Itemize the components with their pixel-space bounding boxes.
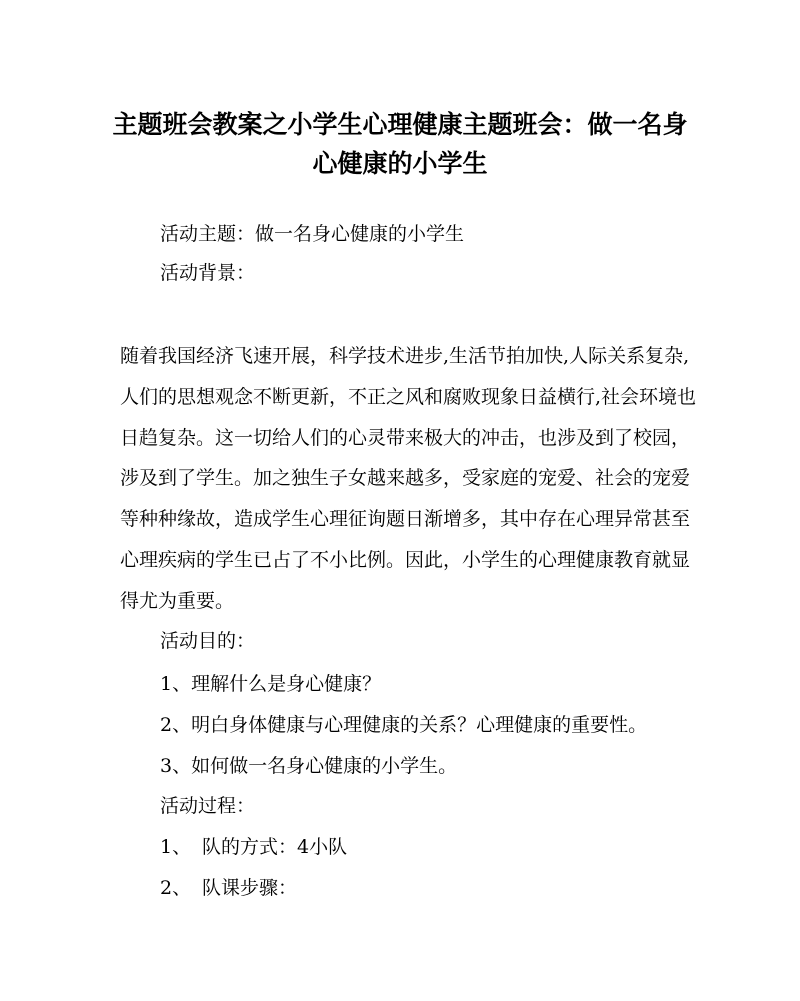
process-item-text: 队课步骤： [202,877,298,899]
document-title-line-2: 心健康的小学生 [312,149,488,178]
goal-item: 1、理解什么是身心健康？ [160,673,382,695]
background-paragraph-line: 心理疾病的学生已占了不小比例。因此，小学生的心理健康教育就显 [120,549,691,571]
goal-item: 2、明白身体健康与心理健康的关系？心理健康的重要性。 [160,714,648,736]
process-item-number: 1、 [160,836,192,858]
background-paragraph-line: 等种种缘故，造成学生心理征询题日渐增多，其中存在心理异常甚至 [120,508,691,530]
background-paragraph-line: 涉及到了学生。加之独生子女越来越多，受家庭的宠爱、社会的宠爱 [120,467,691,489]
background-paragraph-line: 人们的思想观念不断更新，不正之风和腐败现象日益横行,社会环境也 [120,386,697,408]
activity-theme: 活动主题：做一名身心健康的小学生 [160,223,465,245]
process-item-text: 队的方式：4小队 [202,836,348,858]
process-heading: 活动过程： [160,795,256,817]
goal-heading: 活动目的： [160,630,256,652]
document-title-line-1: 主题班会教案之小学生心理健康主题班会：做一名身 [112,110,688,139]
process-item-number: 2、 [160,877,192,899]
background-paragraph-line: 随着我国经济飞速开展，科学技术进步,生活节拍加快,人际关系复杂, [120,345,690,367]
background-paragraph-line: 日趋复杂。这一切给人们的心灵带来极大的冲击，也涉及到了校园， [120,427,691,449]
goal-item: 3、如何做一名身心健康的小学生。 [160,755,458,777]
background-paragraph-line: 得尤为重要。 [120,590,235,612]
background-heading: 活动背景： [160,262,256,284]
